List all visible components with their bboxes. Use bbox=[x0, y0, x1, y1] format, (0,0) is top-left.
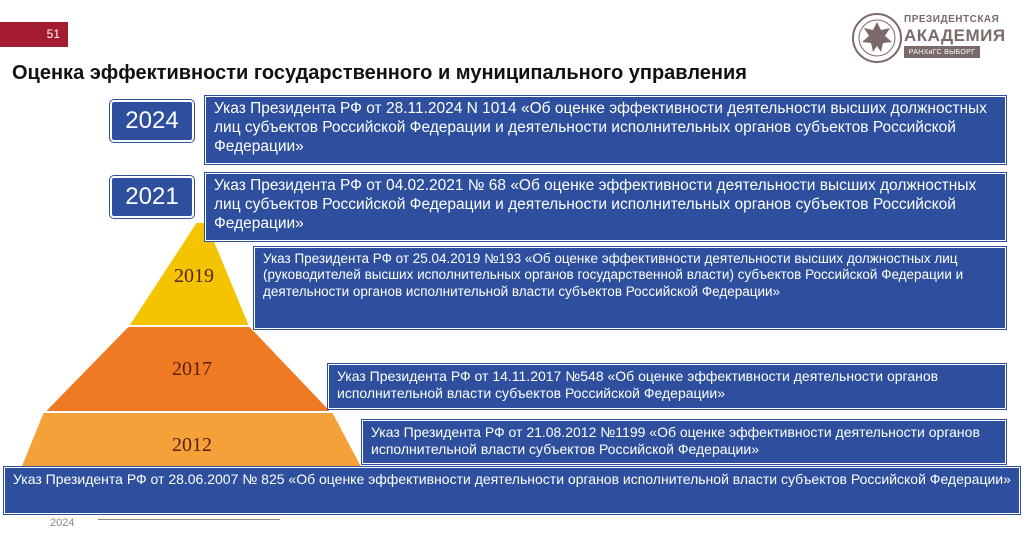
year-2024-label: 2024 bbox=[125, 107, 179, 134]
page-title: Оценка эффективности государственного и муниципального управления bbox=[12, 62, 747, 84]
decree-2012: Указ Президента РФ от 21.08.2012 №1199 «Об оценке эффективности деятельности органов исполнительной власти субъектов Российской Федерации» bbox=[362, 420, 1006, 464]
pyramid-label-2012: 2012 bbox=[172, 434, 212, 456]
decree-2007: Указ Президента РФ от 28.06.2007 № 825 «Об оценке эффективности деятельности органов исполнительной власти субъектов Российской Федерации» bbox=[4, 467, 1020, 514]
logo-subtitle: РАНХиГС ВЫБОРГ bbox=[904, 46, 980, 58]
footer-year: 2024 bbox=[50, 517, 75, 529]
year-box-2021 bbox=[110, 176, 194, 218]
decree-2024: Указ Президента РФ от 28.11.2024 N 1014 «Об оценке эффективности деятельности высших должностных лиц субъектов Российской Федерации и деятельности исполнительных органов субъектов Российской Федерации» bbox=[205, 96, 1006, 164]
pyramid-label-2019: 2019 bbox=[174, 265, 214, 287]
decree-2021: Указ Президента РФ от 04.02.2021 № 68 «Об оценке эффективности деятельности высших должностных лиц субъектов Российской Федерации и деятельности исполнительных органов субъектов Российской Федерации» bbox=[205, 173, 1006, 241]
slide-number: 51 bbox=[46, 27, 60, 41]
decree-2019: Указ Президента РФ от 25.04.2019 №193 «Об оценке эффективности деятельности высших должностных лиц (руководителей высших исполнительных органов государственной власти) субъектов Российской Федерации и деятельности органов исполнительной власти субъектов Российской Федерации» bbox=[254, 247, 1006, 329]
logo-line1: ПРЕЗИДЕНТСКАЯ bbox=[904, 14, 1000, 25]
year-2021-label: 2021 bbox=[125, 183, 179, 210]
pyramid-label-2017: 2017 bbox=[172, 358, 212, 380]
year-box-2024 bbox=[110, 100, 194, 142]
footer-divider bbox=[98, 519, 280, 520]
decree-2017: Указ Президента РФ от 14.11.2017 №548 «Об оценке эффективности деятельности органов исполнительной власти субъектов Российской Федерации» bbox=[328, 364, 1006, 409]
logo-line2: АКАДЕМИЯ bbox=[904, 26, 1006, 45]
